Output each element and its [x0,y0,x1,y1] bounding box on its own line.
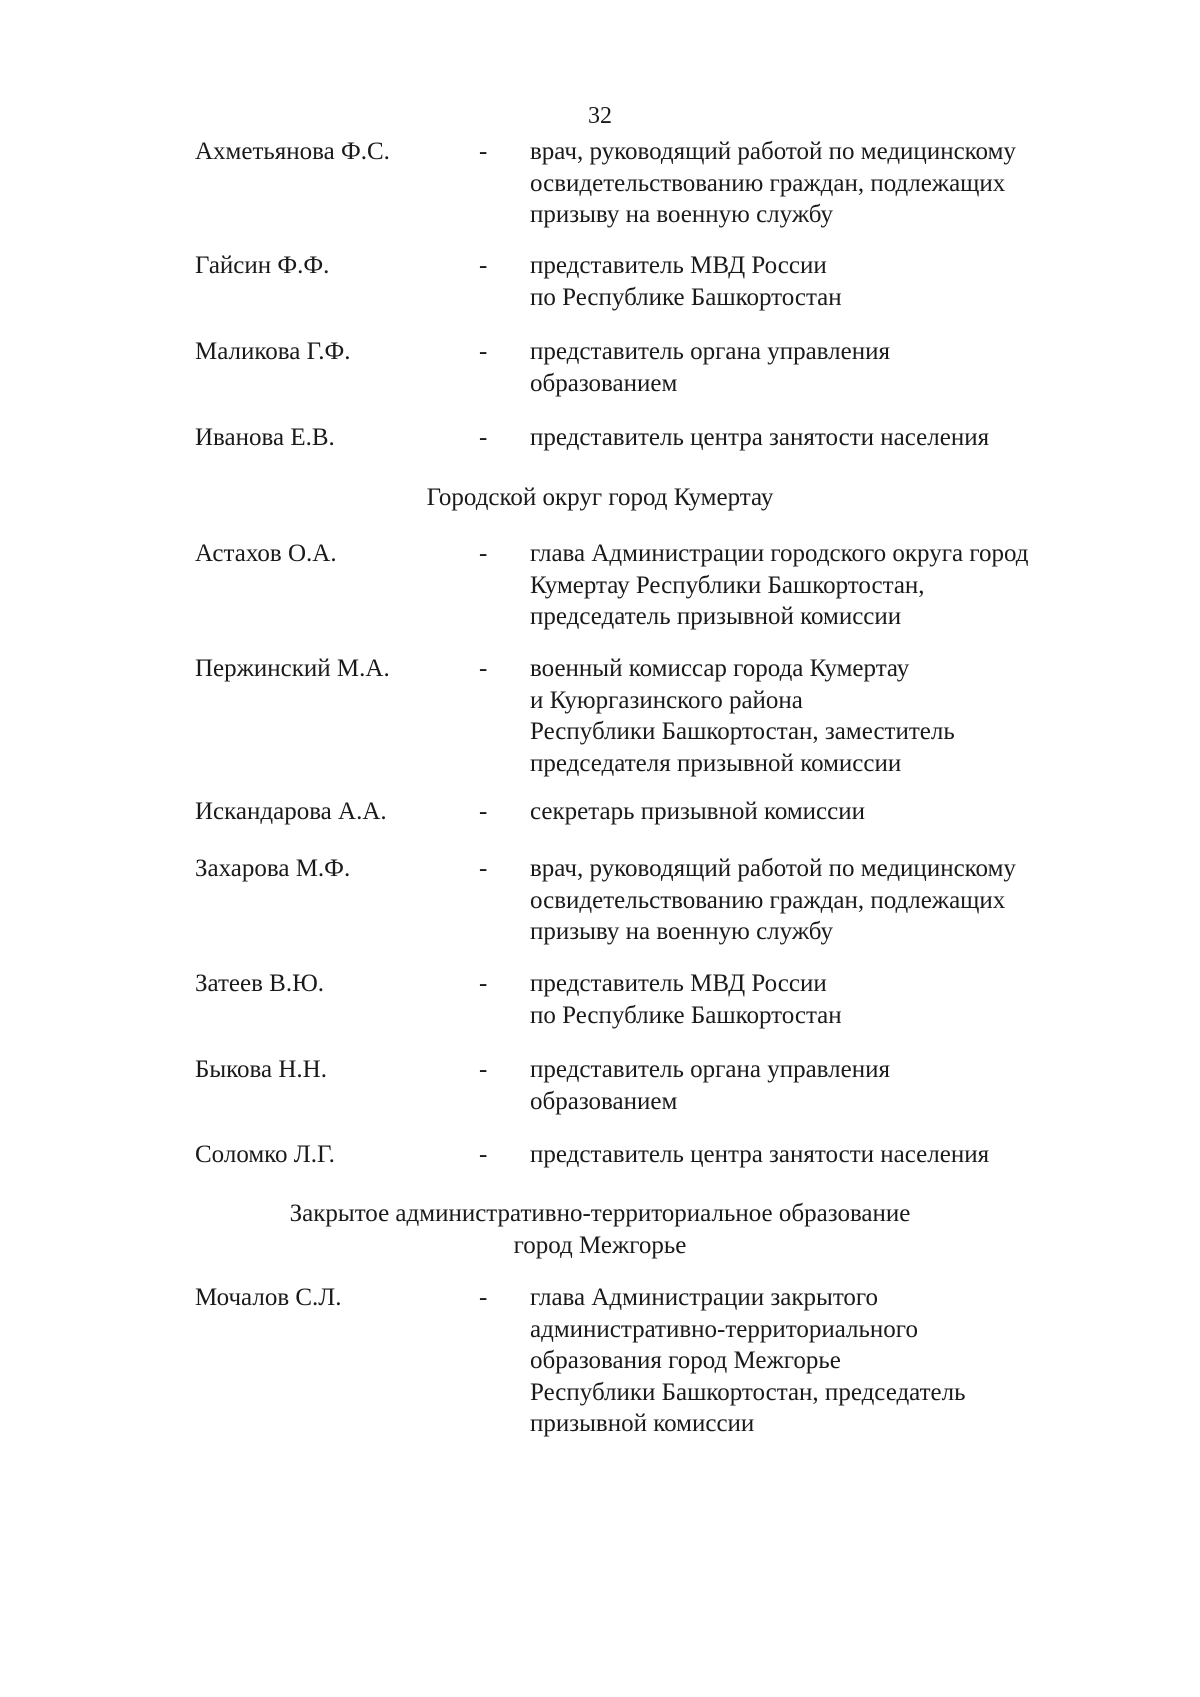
role-line: представитель органа управления [530,1056,890,1083]
role-line: по Республике Башкортостан [530,283,842,311]
role-line: секретарь призывной комиссии [530,798,866,825]
role-line: освидетельствованию граждан, подлежащих [530,886,1006,914]
role-line: образования город Межгорье [530,1347,841,1374]
member-role [530,968,1110,1031]
dash-separator: - [479,855,488,882]
member-name: Быкова Н.Н. [195,1056,327,1083]
member-name: Маликова Г.Ф. [195,338,351,365]
member-role [530,336,1110,399]
role-line: административно-территориального [530,1315,918,1343]
dash-separator: - [479,252,488,279]
role-line: призыву на военную службу [530,918,834,945]
dash-separator: - [479,1056,488,1083]
member-role [530,853,1110,948]
member-role [530,538,1110,633]
role-line: образованием [530,369,678,397]
section-heading-line: Городской округ город Кумертау [426,484,774,511]
section-heading [0,1198,1200,1261]
dash-separator: - [479,655,488,682]
member-role [530,796,1110,828]
role-line: представитель органа управления [530,338,890,365]
role-line: Республики Башкортостан, заместитель [530,718,955,745]
member-role [530,653,1110,779]
dash-separator: - [479,338,488,365]
role-line: глава Администрации городского округа город [530,540,1029,567]
member-name: Иванова Е.В. [195,424,335,451]
role-line: врач, руководящий работой по медицинскому [530,855,1016,882]
role-line: председатель призывной комиссии [530,603,902,630]
role-line: военный комиссар города Кумертау [530,655,910,682]
member-name: Затеев В.Ю. [195,970,325,997]
dash-separator: - [479,540,488,567]
member-role [530,136,1110,231]
role-line: призывной комиссии [530,1410,755,1437]
member-role [530,1139,1110,1171]
role-line: представитель МВД России [530,252,827,279]
role-line: образованием [530,1087,678,1115]
role-line: Республики Башкортостан, председатель [530,1378,966,1406]
dash-separator: - [479,970,488,997]
member-name: Гайсин Ф.Ф. [195,252,330,279]
role-line: председателя призывной комиссии [530,749,902,777]
role-line: представитель центра занятости населения [530,424,990,451]
member-role [530,422,1110,454]
dash-separator: - [479,138,488,165]
role-line: Кумертау Республики Башкортостан, [530,571,925,599]
section-heading [0,482,1200,514]
dash-separator: - [479,1141,488,1168]
member-role [530,250,1110,313]
member-name: Искандарова А.А. [195,798,387,825]
role-line: и Куюргазинского района [530,686,803,714]
member-name: Соломко Л.Г. [195,1141,335,1168]
member-name: Мочалов С.Л. [195,1284,342,1311]
page-number: 32 [588,103,612,129]
dash-separator: - [479,1284,488,1311]
role-line: представитель центра занятости населения [530,1141,990,1168]
role-line: представитель МВД России [530,970,827,997]
role-line: по Республике Башкортостан [530,1001,842,1029]
member-role [530,1054,1110,1117]
section-heading-line: Закрытое административно-территориальное образование [289,1200,911,1227]
member-name: Астахов О.А. [195,540,337,567]
member-name: Ахметьянова Ф.С. [195,138,390,165]
section-heading-line: город Межгорье [513,1231,687,1259]
role-line: глава Администрации закрытого [530,1284,879,1311]
member-role [530,1282,1110,1440]
role-line: освидетельствованию граждан, подлежащих [530,169,1006,197]
role-line: врач, руководящий работой по медицинскому [530,138,1016,165]
dash-separator: - [479,798,488,825]
member-name: Захарова М.Ф. [195,855,351,882]
role-line: призыву на военную службу [530,201,834,228]
member-name: Пержинский М.А. [195,655,390,682]
dash-separator: - [479,424,488,451]
